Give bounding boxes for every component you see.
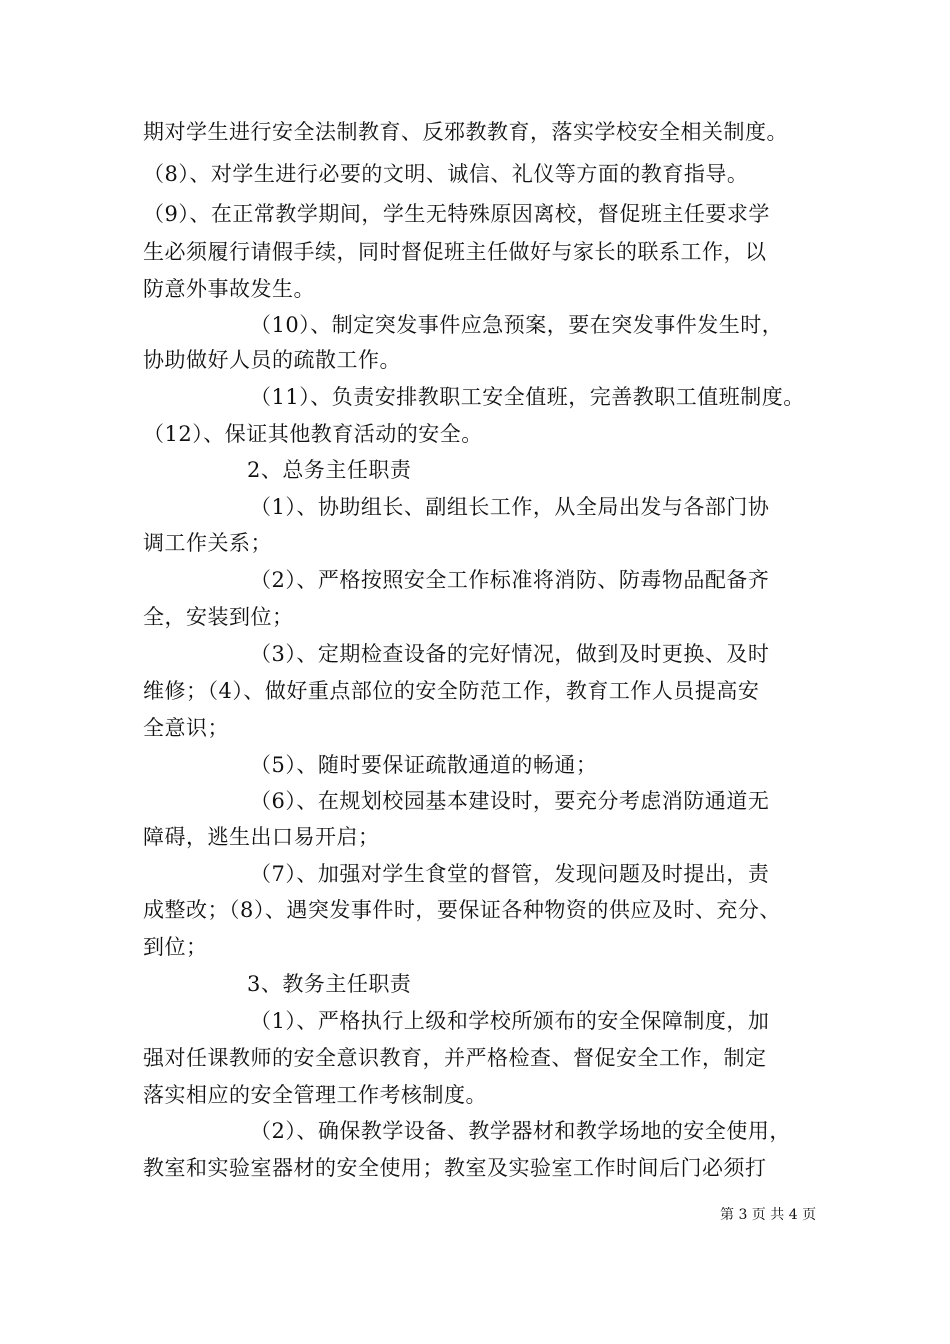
text-line: （5）、随时要保证疏散通道的畅通； (250, 753, 598, 777)
text-line: （12）、保证其他教育活动的安全。 (143, 422, 483, 446)
text-line: 到位； (143, 935, 208, 959)
text-line: （11）、负责安排教职工安全值班，完善教职工值班制度。 (250, 385, 805, 409)
text-line: 成整改；（8）、遇突发事件时，要保证各种物资的供应及时、充分、 (143, 898, 781, 922)
text-line: （3）、定期检查设备的完好情况，做到及时更换、及时 (250, 642, 770, 666)
text-line: （2）、确保教学设备、教学器材和教学场地的安全使用， (250, 1119, 791, 1143)
text-line: 教室和实验室器材的安全使用；教室及实验室工作时间后门必须打 (143, 1156, 767, 1180)
text-line: （2）、严格按照安全工作标准将消防、防毒物品配备齐 (250, 568, 770, 592)
text-line: （1）、协助组长、副组长工作，从全局出发与各部门协 (250, 495, 770, 519)
text-line: 协助做好人员的疏散工作。 (143, 348, 401, 372)
text-line: （7）、加强对学生食堂的督管，发现问题及时提出，责 (250, 862, 770, 886)
text-line: （6）、在规划校园基本建设时，要充分考虑消防通道无 (250, 789, 770, 813)
text-line: 生必须履行请假手续，同时督促班主任做好与家长的联系工作，以 (143, 240, 767, 264)
page-number: 第 3 页 共 4 页 (720, 1207, 817, 1223)
text-line: 维修；（4）、做好重点部位的安全防范工作，教育工作人员提高安 (143, 679, 760, 703)
text-line: 全，安装到位； (143, 605, 294, 629)
text-line: 全意识； (143, 716, 229, 740)
text-line: （9）、在正常教学期间，学生无特殊原因离校，督促班主任要求学 (143, 202, 770, 226)
text-line: 期对学生进行安全法制教育、反邪教教育，落实学校安全相关制度。 (143, 120, 788, 144)
text-line: （1）、严格执行上级和学校所颁布的安全保障制度，加 (250, 1009, 770, 1033)
text-line: 落实相应的安全管理工作考核制度。 (143, 1083, 487, 1107)
text-line: （8）、对学生进行必要的文明、诚信、礼仪等方面的教育指导。 (143, 162, 749, 186)
text-line: 障碍，逃生出口易开启； (143, 825, 380, 849)
text-line: 防意外事故发生。 (143, 277, 315, 301)
section-heading: 3、教务主任职责 (247, 972, 412, 996)
text-line: （10）、制定突发事件应急预案，要在突发事件发生时， (250, 313, 784, 337)
text-line: 调工作关系； (143, 531, 272, 555)
text-line: 强对任课教师的安全意识教育，并严格检查、督促安全工作，制定 (143, 1046, 767, 1070)
section-heading: 2、总务主任职责 (247, 458, 412, 482)
